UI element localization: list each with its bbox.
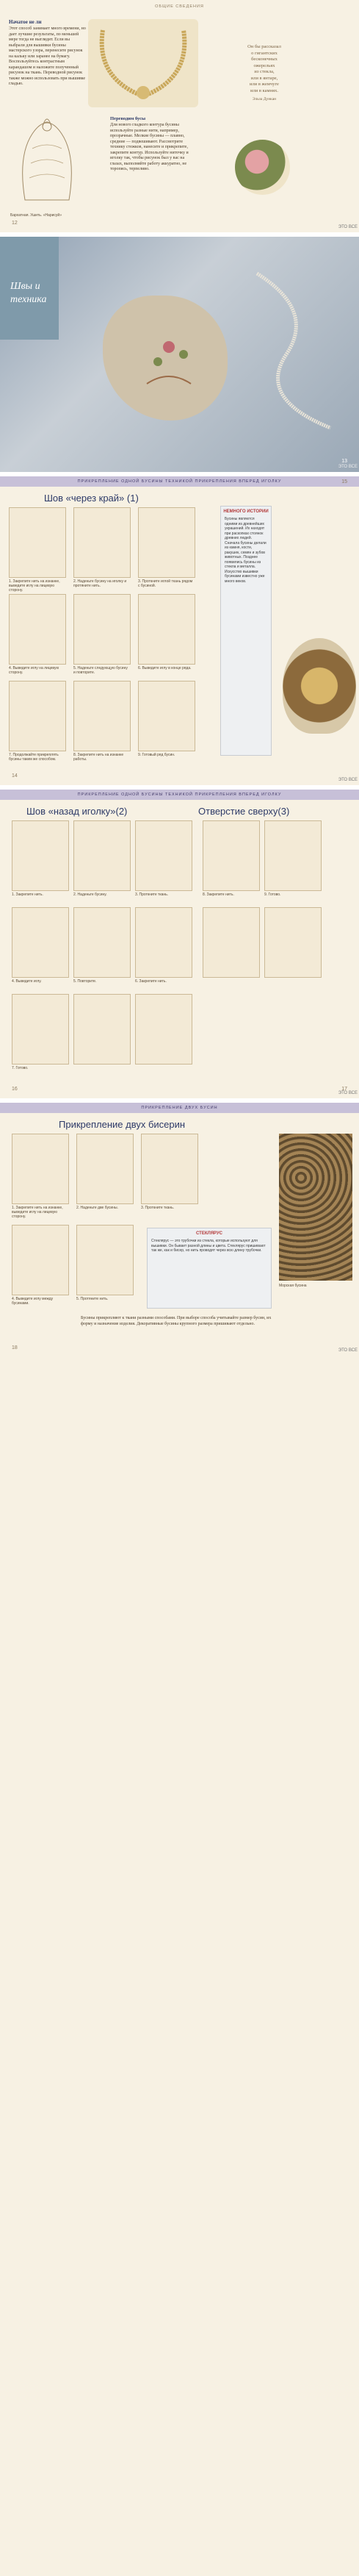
rose-ornament-photo bbox=[235, 140, 290, 195]
quote-line: из стекла, bbox=[254, 69, 275, 74]
article-left-column bbox=[9, 19, 86, 87]
sheet-two-beads bbox=[0, 1103, 359, 2576]
page-header: ПРИКРЕПЛЕНИЕ ДВУХ БУСИН bbox=[141, 1106, 218, 1110]
step-caption: 8. Закрепите нить. bbox=[203, 892, 234, 897]
step-caption: 4. Выведите иглу. bbox=[12, 979, 42, 984]
page-header: ПРИКРЕПЛЕНИЕ ОДНОЙ БУСИНЫ ТЕХНИКОЙ ПРИКРЕПЛЕНИЯ ВПЕРЕД ИГОЛКУ bbox=[77, 479, 282, 484]
sheet-stitches-technique bbox=[0, 237, 359, 472]
step-caption: 2. Наденьте бусину на иголку и протяните нить. bbox=[73, 579, 127, 588]
step-image bbox=[138, 594, 195, 665]
section-title-right: Отверстие сверху(3) bbox=[198, 806, 290, 817]
page-number: 18 bbox=[12, 1345, 18, 1350]
step-image bbox=[73, 594, 131, 665]
bead-string bbox=[242, 266, 345, 435]
step-image bbox=[203, 907, 260, 978]
step-image bbox=[135, 820, 192, 891]
page-number-right: 17 bbox=[341, 1087, 347, 1092]
section-title: Шов «через край» (1) bbox=[44, 493, 139, 504]
step-caption: 4. Выведите иглу на лицевую сторону. bbox=[9, 666, 59, 675]
step-image bbox=[12, 994, 69, 1065]
step-image bbox=[12, 1225, 69, 1295]
step-caption: 8. Закрепите нить на изнанке работы. bbox=[73, 753, 124, 762]
step-image bbox=[9, 594, 66, 665]
step-image bbox=[264, 907, 322, 978]
bottom-text: Бусины прикрепляют к ткани разными способами. При выборе способа учитывайте размер бусин, их форму и назначение изделия. Декоративные бусины крупного размера пришивают отдельно. bbox=[81, 1316, 272, 1326]
col2-body: Для нового гладкого контура бусины используйте разные нити, например, прозрачные. Мелкие бусины — плавно, средние — подвешивают. Рассмотрите технику стежков, нанесите и прикрепите, закрепите контур. Используйте ниточку и иголку так, чтобы рисунок был у вас на глазах, выполняйте работу аккуратно, не торопясь, терпеливо. bbox=[110, 123, 189, 171]
step-image bbox=[138, 681, 195, 751]
step-caption: 5. Протяните нить. bbox=[76, 1297, 109, 1301]
article-heading: Начатое не ли bbox=[9, 19, 42, 25]
step-caption: 7. Продолжайте прикреплять бусины таким же способом. bbox=[9, 753, 59, 762]
title-panel bbox=[0, 237, 59, 340]
sidebar-title: СТЕКЛЯРУС bbox=[195, 1231, 223, 1236]
history-sidebar bbox=[220, 506, 272, 756]
step-caption: 1. Закрепите нить на изнанке, выведите иглу на лицевую сторону. bbox=[12, 1206, 63, 1219]
step-image bbox=[76, 1225, 134, 1295]
step-image bbox=[73, 994, 131, 1065]
sheet-over-edge-stitch bbox=[0, 476, 359, 785]
step-caption: 2. Наденьте бусину. bbox=[73, 892, 107, 897]
title-line-2: техника bbox=[10, 294, 47, 305]
step-caption: 6. Закрепите нить. bbox=[135, 979, 167, 984]
step-caption: 9. Готово. bbox=[264, 892, 281, 897]
quote-line: Он бы рассказал bbox=[247, 44, 281, 49]
step-caption: 5. Наденьте следующую бусину и повторите. bbox=[73, 666, 128, 675]
step-image bbox=[73, 681, 131, 751]
watermark: ЭТО ВСЕ bbox=[338, 465, 358, 469]
embroidery-flower bbox=[103, 296, 228, 421]
quote-line: о гигантских bbox=[251, 50, 278, 56]
beaded-bag-photo bbox=[283, 638, 356, 734]
sheet-general-info bbox=[0, 0, 359, 232]
photo-caption: Морская бусина bbox=[279, 1284, 307, 1288]
page-number: 14 bbox=[12, 773, 18, 779]
watermark: ЭТО ВСЕ bbox=[338, 778, 358, 782]
article-body: Этот способ занимает много времени, но дает лучшие результаты, по меньшей мере тогда не выглядит. Если вы выбрали для вышивки бусины мастерского узора, перенесите рисунок на кальку или заранее на бумагу. Воспользуйтесь контрастным карандашом и наложите полученный рисунок на ткань. Переводной рисунок также можно использовать при вышивке гладью. bbox=[9, 26, 86, 86]
step-caption: 3. Проткните ткань. bbox=[141, 1206, 175, 1210]
sidebar-text: Стеклярус — это трубочки из стекла, которые используют для вышивки. Он бывает разной длины и цвета. Стеклярус пришивают так же, как и бисер, но нить проводят через всю длину трубочки. bbox=[151, 1239, 266, 1253]
steps-grid bbox=[12, 820, 349, 1085]
step-caption: 1. Закрепите нить. bbox=[12, 892, 43, 897]
step-image bbox=[138, 507, 195, 578]
quote-author: Эльза Дункан bbox=[252, 97, 277, 101]
page-number: 12 bbox=[12, 221, 18, 226]
step-image bbox=[76, 1134, 134, 1204]
step-caption: 2. Наденьте две бусины. bbox=[76, 1206, 118, 1210]
bag-sketch-image bbox=[10, 104, 84, 211]
page-number-right: 15 bbox=[341, 479, 347, 484]
quote-block bbox=[220, 44, 308, 103]
page-header: ОБЩИЕ СВЕДЕНИЯ bbox=[155, 4, 204, 9]
sheet-back-needle-stitch bbox=[0, 790, 359, 1098]
watermark: ЭТО ВСЕ bbox=[338, 1348, 358, 1353]
necklace-shape bbox=[88, 19, 198, 107]
section-title: Прикрепление двух бисерин bbox=[59, 1119, 186, 1130]
image-caption: Бархатная. Ушить. «Нарисуй» bbox=[10, 213, 62, 218]
section-title-left: Шов «назад иголку»(2) bbox=[26, 806, 128, 817]
quote-line: или в камнях. bbox=[250, 87, 278, 93]
watermark: ЭТО ВСЕ bbox=[338, 225, 358, 229]
sidebar-title: НЕМНОГО ИСТОРИИ bbox=[223, 509, 269, 514]
step-image bbox=[12, 820, 69, 891]
bead-necklace-photo bbox=[88, 19, 198, 107]
step-image bbox=[73, 507, 131, 578]
step-caption: 5. Повторите. bbox=[73, 979, 97, 984]
step-image bbox=[73, 820, 131, 891]
step-image bbox=[9, 681, 66, 751]
step-caption: 9. Готовый ряд бусин. bbox=[138, 753, 175, 757]
glass-bugle-sidebar bbox=[147, 1228, 272, 1309]
article-right-column bbox=[110, 116, 195, 173]
sidebar-text: Бусины являются одними из древнейших украшений. Их находят при раскопках стоянок древних людей. Сначала бусины делали из камня, кости, ракушек, семян и зубов животных. Позднее появились бусины из стекла и металла. Искусство вышивки бусинами известно уже много веков. bbox=[225, 517, 266, 584]
step-image bbox=[73, 907, 131, 978]
page-number: 16 bbox=[12, 1087, 18, 1092]
watermark: ЭТО ВСЕ bbox=[338, 1091, 358, 1095]
title-line-1: Швы и bbox=[10, 281, 40, 292]
step-caption: 3. Проткните ткань. bbox=[135, 892, 169, 897]
step-caption: 4. Выведите иглу между бусинами. bbox=[12, 1297, 54, 1306]
col2-heading: Переводим бусы bbox=[110, 116, 146, 121]
step-image bbox=[12, 907, 69, 978]
step-caption: 3. Проткните иглой ткань рядом с бусиной. bbox=[138, 579, 193, 588]
step-image bbox=[135, 994, 192, 1065]
step-caption: 6. Выведите иглу в конце ряда. bbox=[138, 666, 192, 670]
sea-beads-photo bbox=[279, 1134, 352, 1281]
step-caption: 7. Готово. bbox=[12, 1066, 29, 1070]
step-image bbox=[141, 1134, 198, 1204]
steps-grid bbox=[9, 507, 207, 772]
page-number: 13 bbox=[341, 459, 347, 464]
step-image bbox=[203, 820, 260, 891]
step-image bbox=[9, 507, 66, 578]
quote-line: или в янтаре, bbox=[250, 75, 278, 81]
quote-line: или в жемчуге bbox=[250, 82, 279, 87]
step-image bbox=[135, 907, 192, 978]
step-image bbox=[12, 1134, 69, 1204]
embroidered-pouch-photo bbox=[103, 296, 228, 421]
page-header: ПРИКРЕПЛЕНИЕ ОДНОЙ БУСИНЫ ТЕХНИКОЙ ПРИКРЕПЛЕНИЯ ВПЕРЕД ИГОЛКУ bbox=[77, 793, 282, 797]
step-caption: 1. Закрепите нить на изнанке, выведите иглу на лицевую сторону. bbox=[9, 579, 60, 593]
quote-line: ожерельях bbox=[253, 62, 275, 68]
quote-line: бесконечных bbox=[251, 57, 278, 62]
bead-string-photo bbox=[242, 266, 345, 435]
step-image bbox=[264, 820, 322, 891]
